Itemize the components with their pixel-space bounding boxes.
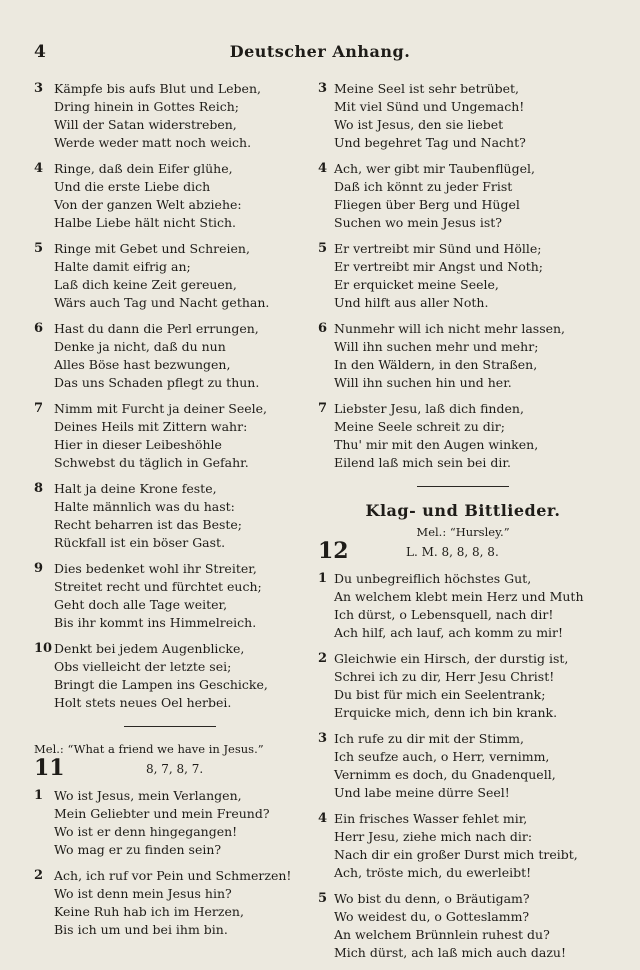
verse-line: Du bist für mich ein Seelentrank;: [334, 687, 546, 702]
stanza-number: 6: [34, 321, 44, 336]
verse-line: Will ihn suchen hin und her.: [334, 375, 512, 390]
stanza: [34, 160, 306, 232]
stanza-lines: [54, 787, 306, 859]
hymn-11-stanzas: [34, 787, 306, 939]
stanza-lines: [334, 570, 608, 642]
stanza: [318, 810, 608, 882]
verse-line: Deines Heils mit Zittern wahr:: [54, 419, 248, 434]
verse-line: Ich dürst, o Lebensquell, nach dir!: [334, 607, 554, 622]
stanza-lines: [334, 890, 608, 962]
stanza-number: 7: [318, 401, 328, 416]
verse-line: Ich rufe zu dir mit der Stimm,: [334, 731, 525, 746]
verse-line: Und hilft aus aller Noth.: [334, 295, 489, 310]
verse-line: Kämpfe bis aufs Blut und Leben,: [54, 81, 261, 96]
verse-line: Nach dir ein großer Durst mich treibt,: [334, 847, 578, 862]
page-number: 4: [34, 42, 46, 62]
stanza-number: 4: [34, 161, 44, 176]
verse-line: Vernimm es doch, du Gnadenquell,: [334, 767, 556, 782]
verse-line: Rückfall ist ein böser Gast.: [54, 535, 226, 550]
stanza: [34, 787, 306, 859]
verse-line: Und begehret Tag und Nacht?: [334, 135, 526, 150]
verse-line: Wärs auch Tag und Nacht gethan.: [54, 295, 270, 310]
verse-line: Er erquicket meine Seele,: [334, 277, 499, 292]
meter-12: L. M. 8, 8, 8, 8.: [406, 545, 499, 559]
stanza-number: 5: [318, 891, 328, 906]
verse-line: An welchem klebt mein Herz und Muth: [334, 589, 584, 604]
verse-line: Ich seufze auch, o Herr, vernimm,: [334, 749, 550, 764]
verse-line: Ein frisches Wasser fehlet mir,: [334, 811, 528, 826]
verse-line: Fliegen über Berg und Hügel: [334, 197, 520, 212]
right-column: [318, 80, 608, 970]
stanza: [34, 400, 306, 472]
stanza-number: 4: [318, 811, 328, 826]
stanza-number: 8: [34, 481, 44, 496]
verse-line: Wo weidest du, o Gotteslamm?: [334, 909, 530, 924]
verse-line: Ringe mit Gebet und Schreien,: [54, 241, 250, 256]
verse-line: Dring hinein in Gottes Reich;: [54, 99, 239, 114]
verse-line: Mein Geliebter und mein Freund?: [54, 806, 270, 821]
stanza-lines: [334, 650, 608, 722]
stanza: [318, 240, 608, 312]
stanza-lines: [54, 480, 306, 552]
verse-line: Bis ich um und bei ihm bin.: [54, 922, 228, 937]
verse-line: Halte männlich was du hast:: [54, 499, 235, 514]
verse-line: Wo bist du denn, o Bräutigam?: [334, 891, 530, 906]
verse-line: Nunmehr will ich nicht mehr lassen,: [334, 321, 566, 336]
verse-line: Laß dich keine Zeit gereuen,: [54, 277, 237, 292]
stanza: [318, 570, 608, 642]
stanza-lines: [334, 730, 608, 802]
stanza: [318, 650, 608, 722]
verse-line: Herr Jesu, ziehe mich nach dir:: [334, 829, 533, 844]
left-column: [34, 80, 306, 947]
melody-note-11: Mel.: “What a friend we have in Jesus.”: [34, 742, 264, 756]
verse-line: Will ihn suchen mehr und mehr;: [334, 339, 539, 354]
stanza-number: 4: [318, 161, 328, 176]
stanza-lines: [54, 80, 306, 152]
verse-line: Mich dürst, ach laß mich auch dazu!: [334, 945, 567, 960]
divider-rule: [417, 486, 509, 487]
stanza-number: 6: [318, 321, 328, 336]
verse-line: Wo ist denn mein Jesus hin?: [54, 886, 232, 901]
stanza-number: 2: [318, 651, 328, 666]
verse-line: Denke ja nicht, daß du nun: [54, 339, 226, 354]
stanza-lines: [54, 400, 306, 472]
verse-line: Wo ist er denn hingegangen!: [54, 824, 238, 839]
stanza-number: 9: [34, 561, 44, 576]
verse-line: Halt ja deine Krone feste,: [54, 481, 217, 496]
stanza: [318, 160, 608, 232]
stanza-lines: [54, 867, 306, 939]
verse-line: Hier in dieser Leibeshöhle: [54, 437, 222, 452]
stanza: [318, 730, 608, 802]
stanza-lines: [54, 640, 306, 712]
hymn-number-12: 12: [318, 538, 349, 564]
stanza: [34, 480, 306, 552]
hymn-12-stanzas: [318, 570, 608, 962]
stanza-number: 1: [34, 788, 44, 803]
verse-line: Er vertreibt mir Angst und Noth;: [334, 259, 544, 274]
verse-line: Schrei ich zu dir, Herr Jesu Christ!: [334, 669, 555, 684]
verse-line: Geht doch alle Tage weiter,: [54, 597, 228, 612]
verse-line: Von der ganzen Welt abziehe:: [54, 197, 242, 212]
hymn-11-heading: [34, 757, 306, 779]
verse-line: Er vertreibt mir Sünd und Hölle;: [334, 241, 542, 256]
verse-line: Bringt die Lampen ins Geschicke,: [54, 677, 268, 692]
stanza-number: 10: [34, 641, 53, 656]
melody-note-12: Mel.: “Hursley.”: [416, 525, 510, 539]
verse-line: Und die erste Liebe dich: [54, 179, 211, 194]
stanza-lines: [54, 160, 306, 232]
stanza-lines: [334, 320, 608, 392]
page-title: Deutscher Anhang.: [229, 42, 411, 61]
stanza: [318, 400, 608, 472]
stanza: [318, 890, 608, 962]
hymn-continuation: [34, 80, 306, 712]
stanza-lines: [334, 810, 608, 882]
verse-line: Holt stets neues Oel herbei.: [54, 695, 232, 710]
verse-line: Du unbegreiflich höchstes Gut,: [334, 571, 532, 586]
verse-line: Halte damit eifrig an;: [54, 259, 191, 274]
verse-line: Und labe meine dürre Seel!: [334, 785, 510, 800]
verse-line: Mit viel Sünd und Ungemach!: [334, 99, 525, 114]
verse-line: Halbe Liebe hält nicht Stich.: [54, 215, 236, 230]
stanza: [34, 80, 306, 152]
verse-line: Ach, wer gibt mir Taubenflügel,: [334, 161, 535, 176]
verse-line: Keine Ruh hab ich im Herzen,: [54, 904, 244, 919]
stanza: [318, 320, 608, 392]
verse-line: Denkt bei jedem Augenblicke,: [54, 641, 245, 656]
verse-line: Ringe, daß dein Eifer glühe,: [54, 161, 233, 176]
verse-line: Hast du dann die Perl errungen,: [54, 321, 259, 336]
stanza-lines: [334, 160, 608, 232]
stanza: [34, 640, 306, 712]
stanza-number: 1: [318, 571, 328, 586]
stanza-lines: [334, 240, 608, 312]
verse-line: Schwebst du täglich in Gefahr.: [54, 455, 249, 470]
section-title: Klag- und Bittlieder.: [365, 501, 561, 520]
verse-line: Streitet recht und fürchtet euch;: [54, 579, 262, 594]
stanza: [34, 320, 306, 392]
stanza: [34, 560, 306, 632]
verse-line: Eilend laß mich sein bei dir.: [334, 455, 511, 470]
verse-line: Ach hilf, ach lauf, ach komm zu mir!: [334, 625, 564, 640]
stanza-lines: [334, 80, 608, 152]
stanza-lines: [54, 560, 306, 632]
verse-line: Ach, ich ruf vor Pein und Schmerzen!: [54, 868, 292, 883]
verse-line: Wo mag er zu finden sein?: [54, 842, 222, 857]
hymn-number-11: 11: [34, 755, 65, 781]
stanza-lines: [54, 320, 306, 392]
verse-line: Meine Seel ist sehr betrübet,: [334, 81, 520, 96]
verse-line: Werde weder matt noch weich.: [54, 135, 252, 150]
verse-line: An welchem Brünnlein ruhest du?: [334, 927, 550, 942]
verse-line: Erquicke mich, denn ich bin krank.: [334, 705, 558, 720]
stanza: [318, 80, 608, 152]
page-header: [0, 42, 640, 66]
verse-line: Das uns Schaden pflegt zu thun.: [54, 375, 260, 390]
verse-line: Daß ich könnt zu jeder Frist: [334, 179, 513, 194]
stanza-number: 3: [318, 81, 328, 96]
verse-line: In den Wäldern, in den Straßen,: [334, 357, 538, 372]
verse-line: Ach, tröste mich, du ewerleibt!: [334, 865, 532, 880]
stanza-number: 3: [34, 81, 44, 96]
stanza-number: 3: [318, 731, 328, 746]
verse-line: Suchen wo mein Jesus ist?: [334, 215, 502, 230]
stanza-number: 2: [34, 868, 44, 883]
verse-line: Thu' mir mit den Augen winken,: [334, 437, 539, 452]
stanza-lines: [54, 240, 306, 312]
verse-line: Meine Seele schreit zu dir;: [334, 419, 505, 434]
stanza-lines: [334, 400, 608, 472]
stanza-number: 5: [318, 241, 328, 256]
verse-line: Liebster Jesu, laß dich finden,: [334, 401, 524, 416]
verse-line: Obs vielleicht der letzte sei;: [54, 659, 232, 674]
stanza: [34, 240, 306, 312]
stanza: [34, 867, 306, 939]
stanza-number: 5: [34, 241, 44, 256]
divider-rule: [124, 726, 216, 727]
meter-11: 8, 7, 8, 7.: [146, 762, 204, 776]
verse-line: Alles Böse hast bezwungen,: [54, 357, 231, 372]
verse-line: Dies bedenket wohl ihr Streiter,: [54, 561, 257, 576]
hymn-12-heading: [318, 540, 608, 562]
verse-line: Bis ihr kommt ins Himmelreich.: [54, 615, 257, 630]
verse-line: Wo ist Jesus, mein Verlangen,: [54, 788, 242, 803]
verse-line: Recht beharren ist das Beste;: [54, 517, 243, 532]
verse-line: Wo ist Jesus, den sie liebet: [334, 117, 504, 132]
hymn-continuation-right: [318, 80, 608, 472]
verse-line: Will der Satan widerstreben,: [54, 117, 237, 132]
verse-line: Gleichwie ein Hirsch, der durstig ist,: [334, 651, 569, 666]
stanza-number: 7: [34, 401, 44, 416]
verse-line: Nimm mit Furcht ja deiner Seele,: [54, 401, 268, 416]
